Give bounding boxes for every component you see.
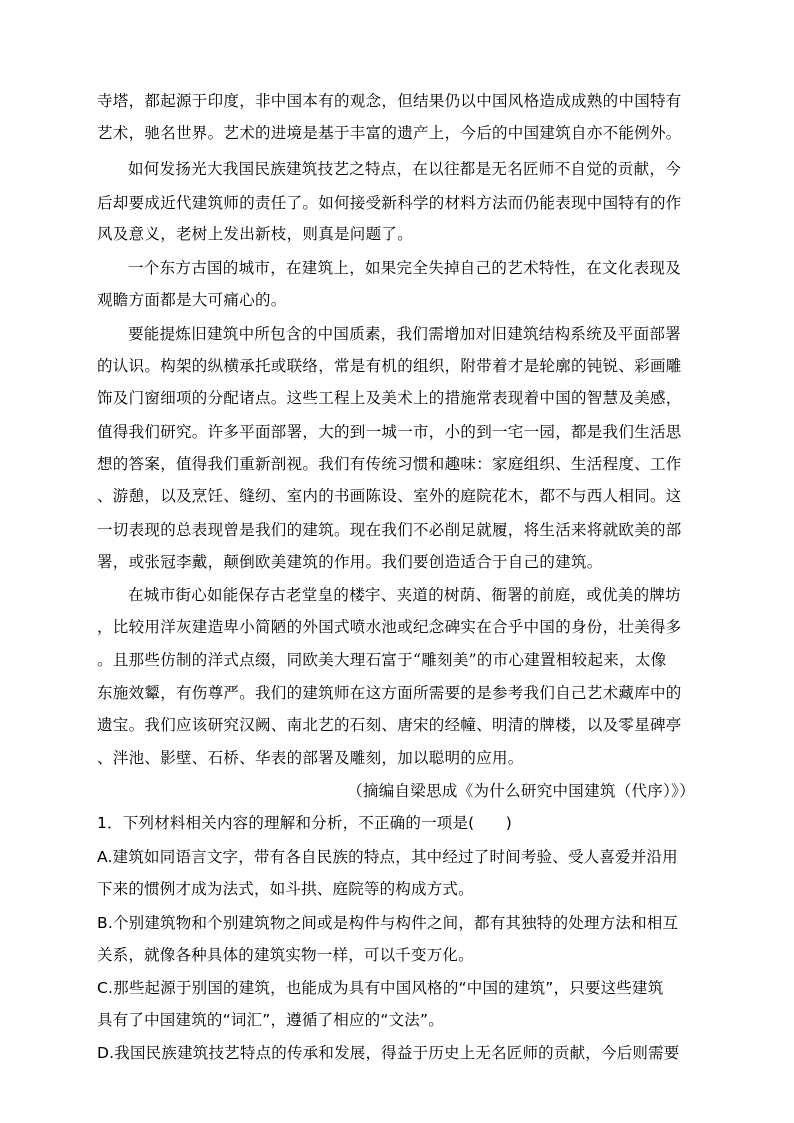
paragraph-line: 后却要成近代建筑师的责任了。如何接受新科学的材料方法而仍能表现中国特有的作 bbox=[97, 194, 682, 212]
paragraph-line: 在城市街心如能保存古老堂皇的楼宇、夹道的树荫、衙署的前庭，或优美的牌坊 bbox=[128, 586, 682, 604]
paragraph-line: 值得我们研究。许多平面部署，大的到一城一市，小的到一宅一园，都是我们生活思 bbox=[97, 423, 682, 441]
paragraph-line: 寺塔，都起源于印度，非中国本有的观念，但结果仍以中国风格造成成熟的中国特有 bbox=[97, 92, 682, 110]
paragraph-line: 遗宝。我们应该研究汉阙、南北艺的石刻、唐宋的经幢、明清的牌楼，以及零星碑亭 bbox=[97, 716, 682, 734]
paragraph-line: 饰及门窗细项的分配诸点。这些工程上及美术上的措施常表现着中国的智慧及美感， bbox=[97, 389, 682, 407]
paragraph-line: 一个东方古国的城市，在建筑上，如果完全失掉自己的艺术特性，在文化表现及 bbox=[128, 259, 682, 277]
paragraph-line: 的认识。构架的纵横承托或联络，常是有机的组织，附带着才是轮廓的钝锐、彩画雕 bbox=[97, 357, 682, 375]
paragraph-line: 、游憩，以及烹饪、缝纫、室内的书画陈设、室外的庭院花木，都不与西人相同。这 bbox=[97, 487, 682, 505]
option-c-continued: 具有了中国建筑的“词汇”，遵循了相应的“文法”。 bbox=[97, 1011, 444, 1029]
paragraph-line: 如何发扬光大我国民族建筑技艺之特点，在以往都是无名匠师不自觉的贡献，今 bbox=[128, 160, 682, 178]
paragraph-line: 、泮池、影壁、石桥、华表的部署及雕刻，加以聪明的应用。 bbox=[97, 749, 524, 767]
paragraph-line: 署，或张冠李戴，颠倒欧美建筑的作用。我们要创造适合于自己的建筑。 bbox=[97, 553, 603, 571]
question-stem: 1．下列材料相关内容的理解和分析，不正确的一项是( ) bbox=[97, 814, 513, 832]
paragraph-line: 艺术，驰名世界。艺术的进境是基于丰富的遗产上，今后的中国建筑自亦不能例外。 bbox=[97, 124, 682, 142]
option-d: D.我国民族建筑技艺特点的传承和发展，得益于历史上无名匠师的贡献，今后则需要 bbox=[97, 1044, 680, 1062]
paragraph-line: 要能提炼旧建筑中所包含的中国质素，我们需增加对旧建筑结构系统及平面部署 bbox=[128, 325, 682, 343]
paragraph-line: 想的答案，值得我们重新剖视。我们有传统习惯和趣味：家庭组织、生活程度、工作 bbox=[97, 455, 682, 473]
option-b-continued: 关系，就像各种具体的建筑实物一样，可以千变万化。 bbox=[97, 946, 474, 964]
option-a: A.建筑如同语言文字，带有各自民族的特点，其中经过了时间考验、受人喜爱并沿用 bbox=[97, 848, 678, 866]
option-c: C.那些起源于别国的建筑，也能成为具有中国风格的“中国的建筑”，只要这些建筑 bbox=[97, 979, 664, 997]
option-b: B.个别建筑物和个别建筑物之间或是构件与构件之间，都有其独特的处理方法和相互 bbox=[97, 914, 679, 932]
paragraph-line: 。且那些仿制的洋式点缀，同欧美大理石富于“雕刻美”的市心建置相较起来，太像 bbox=[97, 651, 667, 669]
option-a-continued: 下来的惯例才成为法式，如斗拱、庭院等的构成方式。 bbox=[97, 880, 474, 898]
source-citation: （摘编自梁思成《为什么研究中国建筑（代序）》） bbox=[347, 782, 695, 800]
paragraph-line: ，比较用洋灰建造卑小简陋的外国式喷水池或纪念碑实在合乎中国的身份，壮美得多 bbox=[97, 618, 682, 636]
paragraph-line: 观瞻方面都是大可痛心的。 bbox=[97, 291, 287, 309]
paragraph-line: 一切表现的总表现曾是我们的建筑。现在我们不必削足就履，将生活来将就欧美的部 bbox=[97, 521, 682, 539]
paragraph-line: 东施效颦，有伤尊严。我们的建筑师在这方面所需要的是参考我们自己艺术藏库中的 bbox=[97, 684, 682, 702]
paragraph-line: 风及意义，老树上发出新枝，则真是问题了。 bbox=[97, 225, 414, 243]
